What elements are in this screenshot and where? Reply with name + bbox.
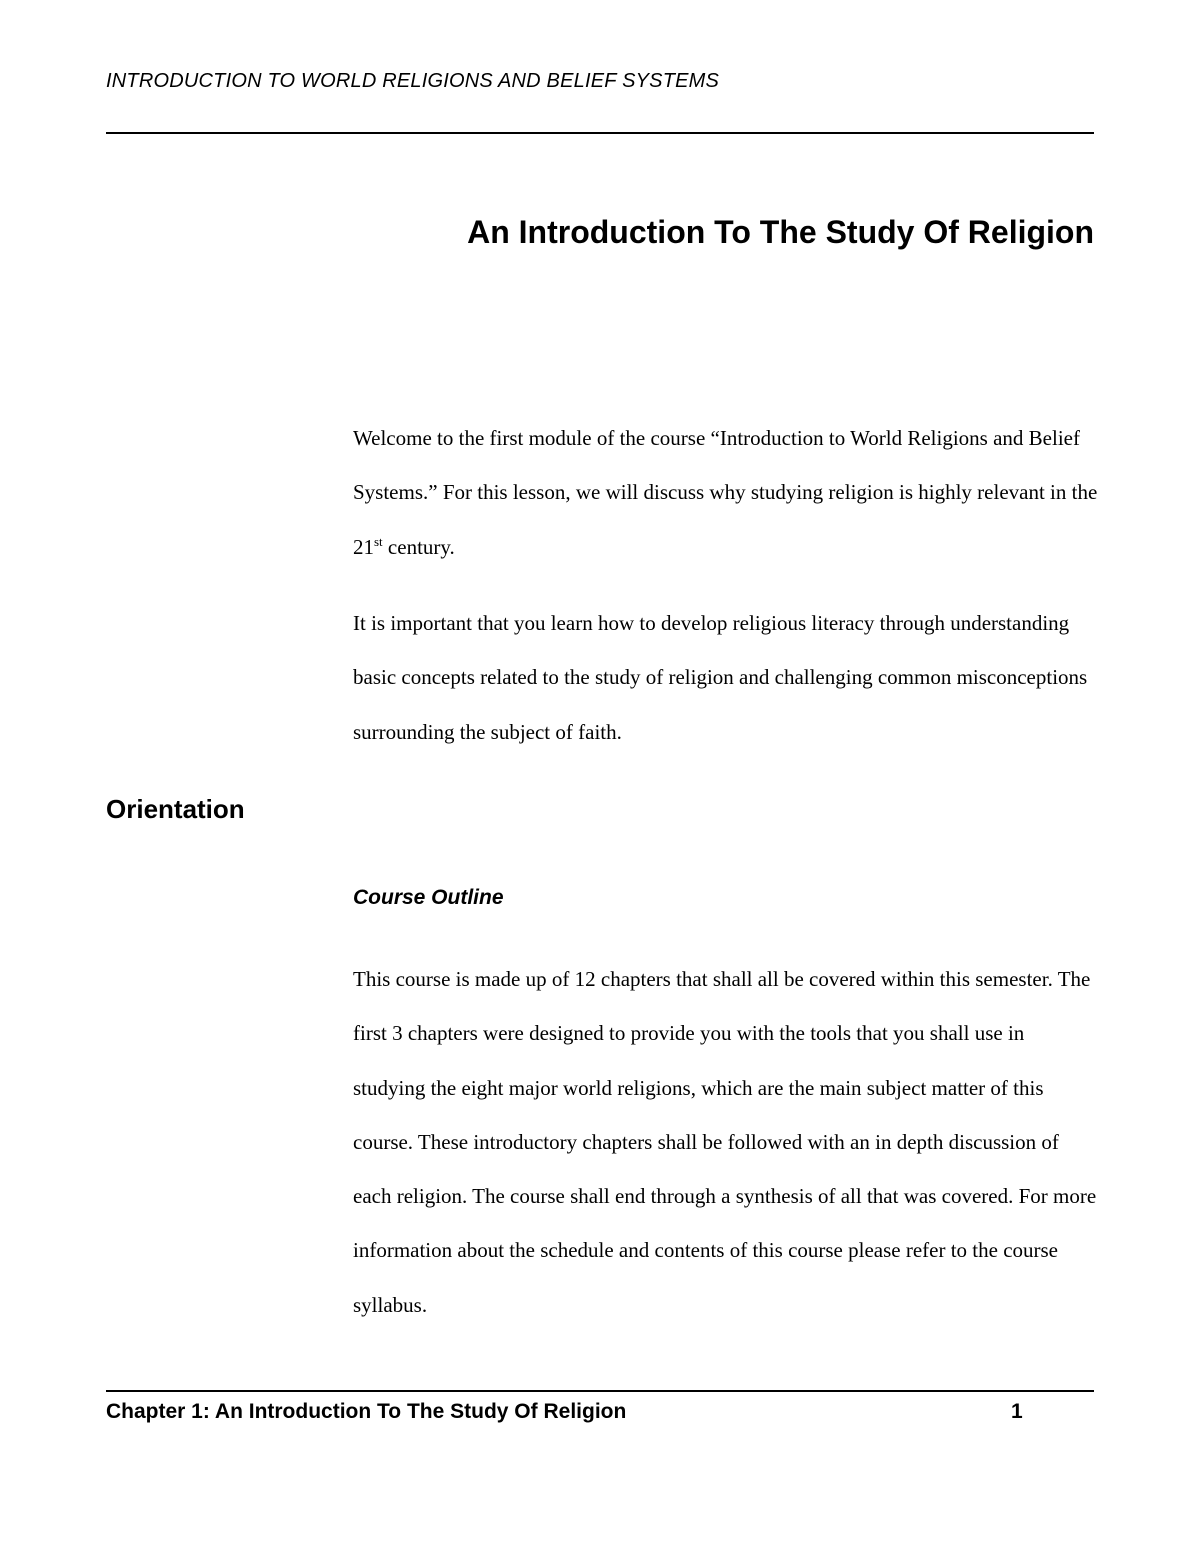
page-number: 1 [1011, 1400, 1023, 1423]
chapter-title: An Introduction To The Study Of Religion [467, 214, 1094, 250]
intro-paragraph-1-text: Welcome to the first module of the course “Introduction to World Religions and Belief Systems.” For this lesson, we will discuss why studying religion is highly relevant in the 21 [353, 426, 1098, 559]
ordinal-suffix: st [374, 533, 383, 549]
intro-paragraph-1-end: century. [382, 534, 455, 559]
course-outline-paragraph: This course is made up of 12 chapters that shall all be covered within this semester. The first 3 chapters were designed to provide you with the tools that you shall use in studying the eight major world religions, which are the main subject matter of this course. These introductory chapters shall be followed with an in depth discussion of each religion. The course shall end through a synthesis of all that was covered. For more information about the schedule and contents of this course please refer to the course syllabus. [353, 967, 1097, 1317]
running-header: INTRODUCTION TO WORLD RELIGIONS AND BELIEF SYSTEMS [106, 70, 720, 92]
course-outline-heading: Course Outline [353, 886, 504, 909]
intro-paragraph-2: It is important that you learn how to develop religious literacy through understanding basic concepts related to the study of religion and challenging common misconceptions surrounding the subject of faith. [353, 611, 1088, 744]
intro-paragraph-1 [353, 411, 1098, 574]
footer-rule [106, 1390, 1094, 1392]
header-rule [106, 132, 1094, 134]
footer-chapter-label: Chapter 1: An Introduction To The Study Of Religion [106, 1400, 627, 1423]
orientation-heading: Orientation [106, 794, 245, 824]
